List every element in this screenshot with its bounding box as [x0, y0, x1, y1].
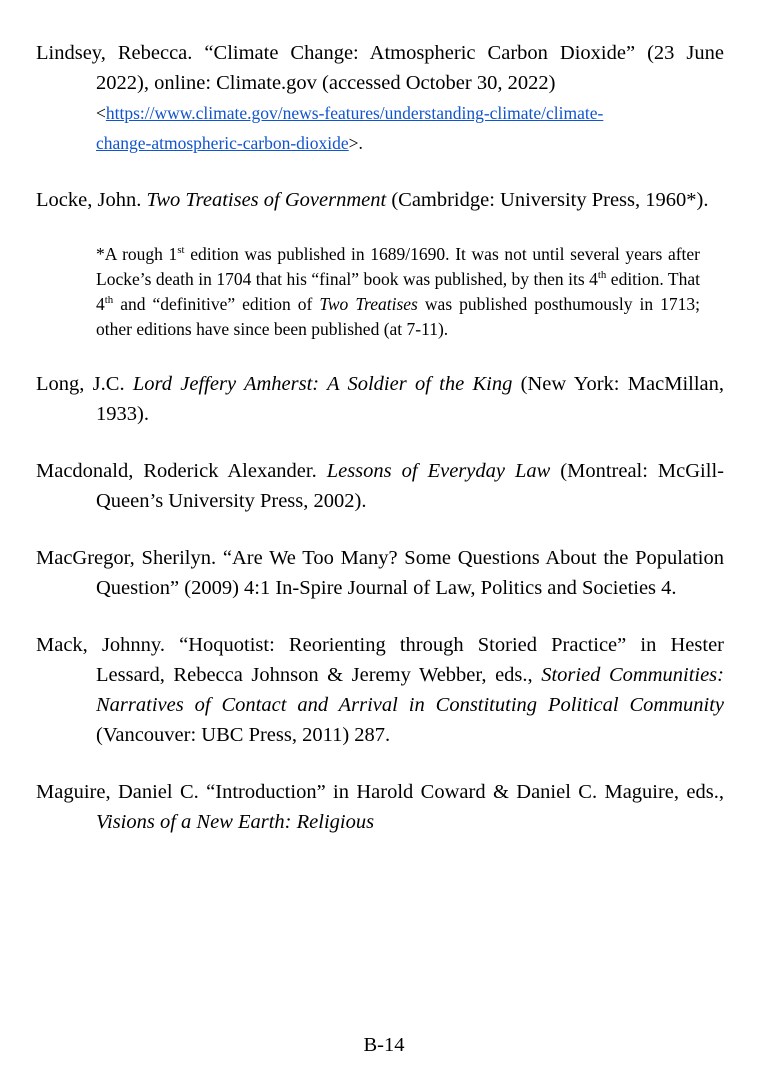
text-segment: was published posthumously in 1713; other editions have since been published (at 7-11). [96, 294, 701, 339]
footnote-locke [96, 242, 700, 342]
text-segment: edition was published in 1689/1690. It was not until several years after Locke’s death in 1704 that his “final” book was published, by then its 4 [96, 244, 700, 289]
text-segment: th [104, 294, 114, 307]
text-segment: th [597, 269, 607, 282]
entry-macdonald [36, 456, 724, 516]
text-segment: edition. That 4 [96, 269, 701, 314]
text-segment: Visions of a New Earth: Religious [96, 811, 375, 833]
text-segment: Long, J.C. [36, 373, 133, 395]
text-segment: st [177, 244, 185, 257]
citation-link[interactable]: change-atmospheric-carbon-dioxide [96, 133, 349, 153]
text-segment: Two Treatises of Government [146, 189, 387, 211]
text-segment: (New York: MacMillan, 1933). [96, 373, 725, 425]
text-segment: Mack, Johnny. “Hoquotist: Reorienting through Storied Practice” in Hester Lessard, Rebecca Johnson & Jeremy Webber, eds., [36, 634, 724, 686]
text-segment: *A rough 1 [96, 244, 178, 264]
entry-long [36, 369, 724, 429]
text-segment: Two Treatises [319, 294, 418, 314]
entry-mack [36, 630, 724, 750]
text-segment: Lord Jeffery Amherst: A Soldier of the King [132, 373, 513, 395]
entry-macgregor [36, 543, 724, 603]
text-segment: Lindsey, Rebecca. “Climate Change: Atmospheric Carbon Dioxide” (23 June 2022), online: Climate.gov (accessed October 30, 2022) [36, 42, 724, 94]
text-segment: Macdonald, Roderick Alexander. [36, 460, 327, 482]
text-segment: Locke, John. [36, 189, 147, 211]
bibliography [36, 38, 724, 837]
entry-lindsey [36, 38, 724, 158]
citation-link[interactable]: https://www.climate.gov/news-features/understanding-climate/climate- [105, 103, 604, 123]
text-segment: < [96, 103, 106, 123]
text-segment: Maguire, Daniel C. “Introduction” in Harold Coward & Daniel C. Maguire, eds., [36, 781, 724, 803]
text-segment: MacGregor, Sherilyn. “Are We Too Many? Some Questions About the Population Question” (2009) 4:1 In-Spire Journal of Law, Politics and Societies 4. [36, 547, 724, 599]
text-segment: Storied Communities: Narratives of Contact and Arrival in Constituting Political Community [96, 664, 724, 716]
text-segment: Lessons of Everyday Law [326, 460, 551, 482]
text-segment: and “definitive” edition of [113, 294, 320, 314]
text-segment: (Cambridge: University Press, 1960*). [386, 189, 709, 211]
entry-maguire [36, 777, 724, 837]
text-segment: (Vancouver: UBC Press, 2011) 287. [96, 724, 391, 746]
entry-locke [36, 185, 724, 215]
page-number: B-14 [363, 1034, 405, 1056]
text-segment: (Montreal: McGill-Queen’s University Press, 2002). [96, 460, 724, 512]
text-segment: >. [348, 133, 363, 153]
